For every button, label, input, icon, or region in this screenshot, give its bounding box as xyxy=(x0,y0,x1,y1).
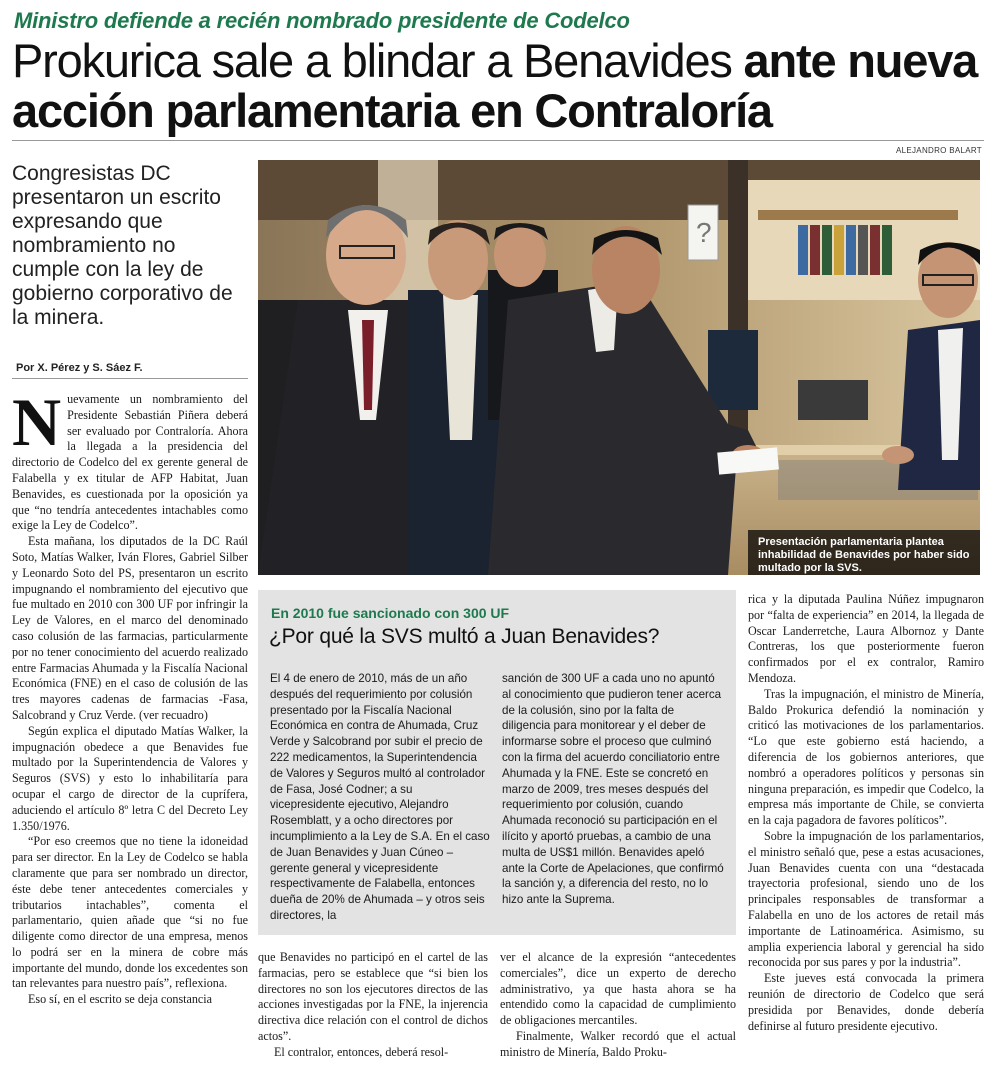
sign-label: ? xyxy=(696,217,712,248)
article-paragraph: que Benavides no participó en el cartel de las farmacias, pero se establece que “si bien los directores no son los ejecutores directos de las acciones investigadas por la FNE, la injerencia directiva dice relación con el control de dichos actos”. xyxy=(258,950,488,1043)
drop-cap: N xyxy=(12,384,62,460)
article-paragraph: Eso sí, en el escrito se deja constancia xyxy=(28,992,213,1007)
article-paragraph: Según explica el diputado Matías Walker, la impugnación obedece a que Benavides fue multado por la Superintendencia de Valores y Seguros (SVS) y esto lo inhabilitaría para ocupar el cargo de director de la cuprífera, aduciendo el artículo 8º letra C del Decreto Ley 1.350/1976. xyxy=(12,723,248,833)
headline-light-part: Prokurica sale a blindar a Benavides xyxy=(12,34,744,87)
article-paragraph: El contralor, entonces, deberá resol- xyxy=(274,1044,449,1059)
lead-paragraph: Congresistas DC presentaron un escrito expresando que nombramiento no cumple con la ley de gobierno corporativo de la minera. xyxy=(12,162,233,329)
photo-caption: Presentación parlamentaria plantea inhabilidad de Benavides por haber sido multado por la SVS. xyxy=(758,536,970,574)
article-kicker: Ministro defiende a recién nombrado presidente de Codelco xyxy=(14,8,630,33)
article-paragraph: Esta mañana, los diputados de la DC Raúl Soto, Matías Walker, Iván Flores, Gabriel Silber y Leonardo Soto del PS, presentaron un escrito impugnando el nombramiento del ejecutivo que fue multado en 2010 con 300 UF por infringir la Ley de Valores, en el marco del denominado caso colusión de las farmacias, particularmente por no tener conocimiento del acuerdo realizado entre Farmacias Ahumada y la Fiscalía Nacional Económica (FNE) en el caso de colusión de las tres mayores cadenas de farmacias -Fasa, Salcobrand y Cruz Verde. (ver recuadro) xyxy=(12,534,248,722)
article-paragraph: Finalmente, Walker recordó que el actual ministro de Minería, Baldo Proku- xyxy=(500,1028,736,1059)
sidebar-title: ¿Por qué la SVS multó a Juan Benavides? xyxy=(269,625,660,648)
article-column-3 xyxy=(500,950,736,1061)
article-column-4 xyxy=(748,592,984,1034)
article-headline xyxy=(12,36,987,136)
article-paragraph: Sobre la impugnación de los parlamentarios, el ministro señaló que, pese a estas acusaciones, Juan Benavides cuenta con una “destacada trayectoria profesional, siendo uno de los principales responsables de transformar a Falabella en uno de los actores de retail más importante de Latinoamérica. Asimismo, su amplia experiencia laboral y gerencial ha sido reconocida por sus pares y por la industria”. xyxy=(748,828,984,970)
sidebar-kicker: En 2010 fue sancionado con 300 UF xyxy=(271,605,510,621)
article-paragraph xyxy=(12,384,248,534)
article-column-2 xyxy=(258,950,488,1061)
sidebar-column-b: sanción de 300 UF a cada uno no apuntó al conocimiento que pudieron tener acerca de la colusión, sino por la falta de diligencia para monitorear y el deber de informarse sobre el proceso que culminó con la firma del acuerdo conciliatorio entre Ahumada y la FNE. Este se concretó en marzo de 2009, tres meses después del requerimiento por colusión, cuando Ahumada reconoció su participación en el ilícito y aportó pruebas, a cambio de una multa de US$1 millón. Benavides apeló ante la Corte de Apelaciones, que confirmó la sanción y, a diferencia del resto, no lo hizo ante la Suprema. xyxy=(502,672,724,907)
header-rule xyxy=(12,140,984,141)
photo-credit: ALEJANDRO BALART xyxy=(895,146,982,155)
sidebar-column-a: El 4 de enero de 2010, más de un año después del requerimiento por colusión presentado por la Fiscalía Nacional Económica en contra de Ahumada, Cruz Verde y Salcobrand por subir el precio de 222 medicamentos, la Superintendencia de Valores y Seguros multó al controlador de Fasa, José Codner; a su vicepresidente ejecutivo, Alejandro Rosemblatt, y a ocho directores por incumplimiento a la Ley de S.A. En el caso de Juan Benavides y Juan Cúneo – gerente general y vicepresidente respectivamente de Falabella, entonces dueña de 20% de Ahumada – y otros seis directores, la xyxy=(270,672,490,922)
article-paragraph: Tras la impugnación, el ministro de Minería, Baldo Prokurica defendió la nominación y criticó las motivaciones de los parlamentarios. “Lo que este gobierno está haciendo, a diferencia de los gobiernos anteriores, que nombró a operadores políticos y personas sin ninguna preparación, es impedir que Codelco, la empresa más importante de Chile, se convierta en la caja pagadora de favores políticos”. xyxy=(748,686,984,828)
news-photo xyxy=(258,160,980,575)
headline-bold-part: ante nueva acción parlamentaria en Contraloría xyxy=(12,34,978,137)
photo-illustration xyxy=(258,160,980,575)
byline-rule xyxy=(12,378,248,379)
byline: Por X. Pérez y S. Sáez F. xyxy=(16,362,143,374)
article-column-1 xyxy=(12,384,248,1008)
article-paragraph: ver el alcance de la expresión “antecedentes comerciales”, dice un experto de derecho administrativo, ya que hasta ahora se ha entendido como la capacidad de cumplimiento de obligaciones mercantiles. xyxy=(500,950,736,1028)
article-paragraph: “Por eso creemos que no tiene la idoneidad para ser director. En la Ley de Codelco se habla claramente que para ser nombrado un director, éste debe tener antecedentes comerciales y tributarios intachables”, comenta el parlamentario, quien añade que “si no fue diligente como director de una empresa, menos lo podrá ser en la minera de cobre más importante del mundo, donde los excedentes son tan relevantes para nuestro país”, reflexiona. xyxy=(12,834,248,991)
article-paragraph: rica y la diputada Paulina Núñez impugnaron por “falta de experiencia” en 2014, la llegada de Oscar Landerretche, Laura Albornoz y Dante Contreras, los que posteriormente fueron confirmados por el ex contralor, Ramiro Mendoza. xyxy=(748,592,984,685)
paragraph-text: uevamente un nombramiento del Presidente Sebastián Piñera deberá ser evaluado por Contraloría. Ahora la llegada a la presidencia del directorio de Codelco del ex gerente general de Falabella y ex titular de AFP Habitat, Juan Benavides, es cuestionada por la oposición ya que “no tendría antecedentes intachables como exige la Ley de Codelco”. xyxy=(12,392,248,533)
article-paragraph: Este jueves está convocada la primera reunión de directorio de Codelco que será presidida por Benavides, donde debería definirse al futuro presidente ejecutivo. xyxy=(748,971,984,1033)
